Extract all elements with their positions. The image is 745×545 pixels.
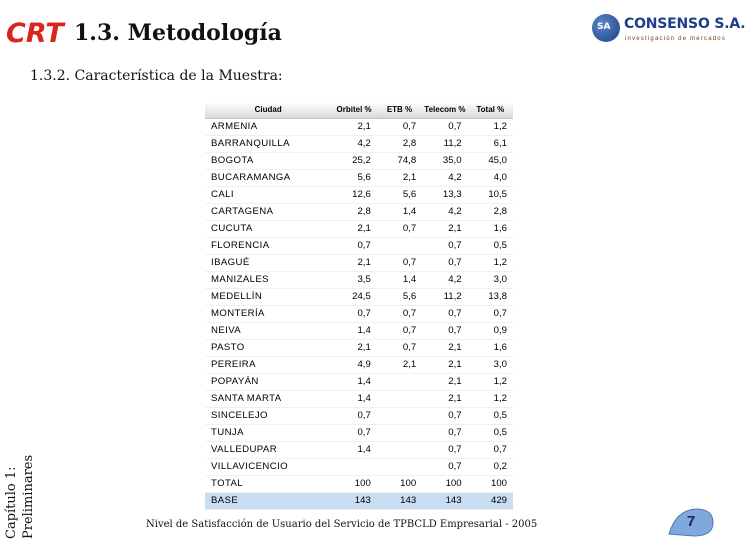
cell-orbitel: 2,8	[331, 203, 376, 220]
cell-city: CARTAGENA	[205, 203, 331, 220]
cell-orbitel: 2,1	[331, 339, 376, 356]
table-row	[205, 271, 513, 288]
cell-telecom: 11,2	[422, 135, 467, 152]
cell-city: BARRANQUILLA	[205, 135, 331, 152]
cell-city: BASE	[205, 492, 331, 509]
cell-orbitel: 0,7	[331, 407, 376, 424]
table-row	[205, 237, 513, 254]
cell-etb	[377, 441, 422, 458]
cell-telecom: 0,7	[422, 237, 467, 254]
cell-orbitel: 1,4	[331, 322, 376, 339]
cell-total: 0,2	[468, 458, 513, 475]
cell-telecom: 0,7	[422, 407, 467, 424]
cell-orbitel: 3,5	[331, 271, 376, 288]
page-number-badge	[666, 506, 716, 538]
table-row	[205, 441, 513, 458]
cell-telecom: 0,7	[422, 441, 467, 458]
cell-telecom: 0,7	[422, 118, 467, 135]
cell-etb: 143	[377, 492, 422, 509]
chapter-label-line2: Preliminares	[21, 454, 36, 539]
cell-city: MEDELLÍN	[205, 288, 331, 305]
cell-telecom: 2,1	[422, 220, 467, 237]
table-row	[205, 186, 513, 203]
cell-total: 1,2	[468, 254, 513, 271]
column-header-telecom: Telecom %	[422, 102, 467, 118]
column-header-orbitel: Orbitel %	[331, 102, 376, 118]
cell-city: TOTAL	[205, 475, 331, 492]
cell-telecom: 2,1	[422, 339, 467, 356]
cell-city: BUCARAMANGA	[205, 169, 331, 186]
cell-telecom: 0,7	[422, 305, 467, 322]
table-row	[205, 407, 513, 424]
cell-etb: 2,8	[377, 135, 422, 152]
cell-city: SINCELEJO	[205, 407, 331, 424]
cell-telecom: 0,7	[422, 254, 467, 271]
crt-logo-text: CRT	[6, 18, 64, 49]
cell-etb: 0,7	[377, 322, 422, 339]
cell-total: 6,1	[468, 135, 513, 152]
cell-city: VALLEDUPAR	[205, 441, 331, 458]
consenso-logo	[592, 12, 745, 48]
globe-icon	[592, 14, 620, 42]
cell-city: POPAYÁN	[205, 373, 331, 390]
cell-city: PASTO	[205, 339, 331, 356]
table-row	[205, 152, 513, 169]
cell-city: FLORENCIA	[205, 237, 331, 254]
footer-caption: Nivel de Satisfacción de Usuario del Servicio de TPBCLD Empresarial - 2005	[146, 519, 538, 530]
cell-orbitel: 5,6	[331, 169, 376, 186]
cell-etb: 0,7	[377, 118, 422, 135]
cell-etb	[377, 407, 422, 424]
cell-etb: 0,7	[377, 220, 422, 237]
cell-telecom: 4,2	[422, 203, 467, 220]
cell-orbitel: 143	[331, 492, 376, 509]
table-row	[205, 169, 513, 186]
cell-total: 0,9	[468, 322, 513, 339]
cell-telecom: 143	[422, 492, 467, 509]
table-row	[205, 322, 513, 339]
cell-total: 2,8	[468, 203, 513, 220]
column-header-etb: ETB %	[377, 102, 422, 118]
cell-total: 0,7	[468, 441, 513, 458]
cell-total: 0,7	[468, 305, 513, 322]
cell-telecom: 35,0	[422, 152, 467, 169]
table-row	[205, 305, 513, 322]
cell-etb: 1,4	[377, 271, 422, 288]
cell-total: 13,8	[468, 288, 513, 305]
cell-total: 3,0	[468, 356, 513, 373]
cell-etb	[377, 373, 422, 390]
cell-city: CUCUTA	[205, 220, 331, 237]
cell-etb: 5,6	[377, 288, 422, 305]
crt-logo	[6, 14, 64, 50]
cell-telecom: 0,7	[422, 322, 467, 339]
cell-city: MONTERÍA	[205, 305, 331, 322]
cell-total: 429	[468, 492, 513, 509]
cell-total: 1,2	[468, 118, 513, 135]
cell-orbitel: 0,7	[331, 237, 376, 254]
table-row	[205, 288, 513, 305]
consenso-name: CONSENSO S.A.	[624, 16, 745, 32]
cell-city: SANTA MARTA	[205, 390, 331, 407]
cell-total: 1,6	[468, 339, 513, 356]
cell-city: PEREIRA	[205, 356, 331, 373]
cell-etb: 2,1	[377, 356, 422, 373]
cell-etb: 0,7	[377, 339, 422, 356]
cell-etb	[377, 390, 422, 407]
cell-city: IBAGUÉ	[205, 254, 331, 271]
column-header-total: Total %	[468, 102, 513, 118]
cell-total: 10,5	[468, 186, 513, 203]
cell-telecom: 0,7	[422, 424, 467, 441]
sample-table-grid	[205, 102, 513, 510]
cell-orbitel: 1,4	[331, 441, 376, 458]
cell-telecom: 0,7	[422, 458, 467, 475]
cell-telecom: 11,2	[422, 288, 467, 305]
cell-total: 3,0	[468, 271, 513, 288]
table-row	[205, 390, 513, 407]
cell-orbitel: 24,5	[331, 288, 376, 305]
table-row	[205, 356, 513, 373]
cell-total: 0,5	[468, 237, 513, 254]
cell-telecom: 13,3	[422, 186, 467, 203]
cell-total: 1,6	[468, 220, 513, 237]
table-row	[205, 203, 513, 220]
cell-telecom: 2,1	[422, 356, 467, 373]
cell-total: 4,0	[468, 169, 513, 186]
cell-telecom: 100	[422, 475, 467, 492]
table-row	[205, 254, 513, 271]
cell-city: CALI	[205, 186, 331, 203]
page-title: 1.3. Metodología	[74, 20, 282, 46]
cell-total: 0,5	[468, 407, 513, 424]
cell-etb	[377, 458, 422, 475]
cell-etb: 5,6	[377, 186, 422, 203]
cell-orbitel: 25,2	[331, 152, 376, 169]
section-subtitle: 1.3.2. Característica de la Muestra:	[30, 68, 283, 84]
cell-etb: 100	[377, 475, 422, 492]
cell-etb: 1,4	[377, 203, 422, 220]
chapter-label-line1: Capítulo 1:	[4, 466, 19, 539]
cell-city: VILLAVICENCIO	[205, 458, 331, 475]
table-base-row	[205, 492, 513, 509]
cell-city: NEIVA	[205, 322, 331, 339]
table-row	[205, 220, 513, 237]
sample-table	[205, 102, 513, 510]
cell-telecom: 4,2	[422, 169, 467, 186]
cell-telecom: 2,1	[422, 390, 467, 407]
table-header-row	[205, 102, 513, 118]
cell-orbitel: 2,1	[331, 118, 376, 135]
cell-total: 100	[468, 475, 513, 492]
cell-city: TUNJA	[205, 424, 331, 441]
cell-total: 0,5	[468, 424, 513, 441]
cell-orbitel: 4,2	[331, 135, 376, 152]
table-row	[205, 373, 513, 390]
cell-etb	[377, 424, 422, 441]
consenso-tagline: investigación de mercados	[625, 36, 727, 42]
cell-telecom: 4,2	[422, 271, 467, 288]
cell-etb: 0,7	[377, 254, 422, 271]
cell-orbitel: 12,6	[331, 186, 376, 203]
table-row	[205, 424, 513, 441]
cell-orbitel: 4,9	[331, 356, 376, 373]
cell-city: ARMENIA	[205, 118, 331, 135]
cell-etb: 0,7	[377, 305, 422, 322]
cell-orbitel	[331, 458, 376, 475]
page-number: 7	[686, 513, 696, 530]
table-total-row	[205, 475, 513, 492]
cell-etb: 2,1	[377, 169, 422, 186]
cell-orbitel: 2,1	[331, 220, 376, 237]
table-row	[205, 458, 513, 475]
cell-etb: 74,8	[377, 152, 422, 169]
cell-total: 1,2	[468, 390, 513, 407]
cell-city: BOGOTA	[205, 152, 331, 169]
cell-orbitel: 0,7	[331, 424, 376, 441]
cell-orbitel: 2,1	[331, 254, 376, 271]
chapter-side-label	[0, 415, 44, 540]
cell-orbitel: 1,4	[331, 390, 376, 407]
cell-orbitel: 100	[331, 475, 376, 492]
cell-etb	[377, 237, 422, 254]
table-row	[205, 135, 513, 152]
cell-telecom: 2,1	[422, 373, 467, 390]
cell-orbitel: 1,4	[331, 373, 376, 390]
table-row	[205, 118, 513, 135]
column-header-city: Ciudad	[205, 102, 331, 118]
table-row	[205, 339, 513, 356]
cell-total: 45,0	[468, 152, 513, 169]
consenso-mark: SA	[597, 22, 611, 32]
cell-city: MANIZALES	[205, 271, 331, 288]
cell-orbitel: 0,7	[331, 305, 376, 322]
cell-total: 1,2	[468, 373, 513, 390]
